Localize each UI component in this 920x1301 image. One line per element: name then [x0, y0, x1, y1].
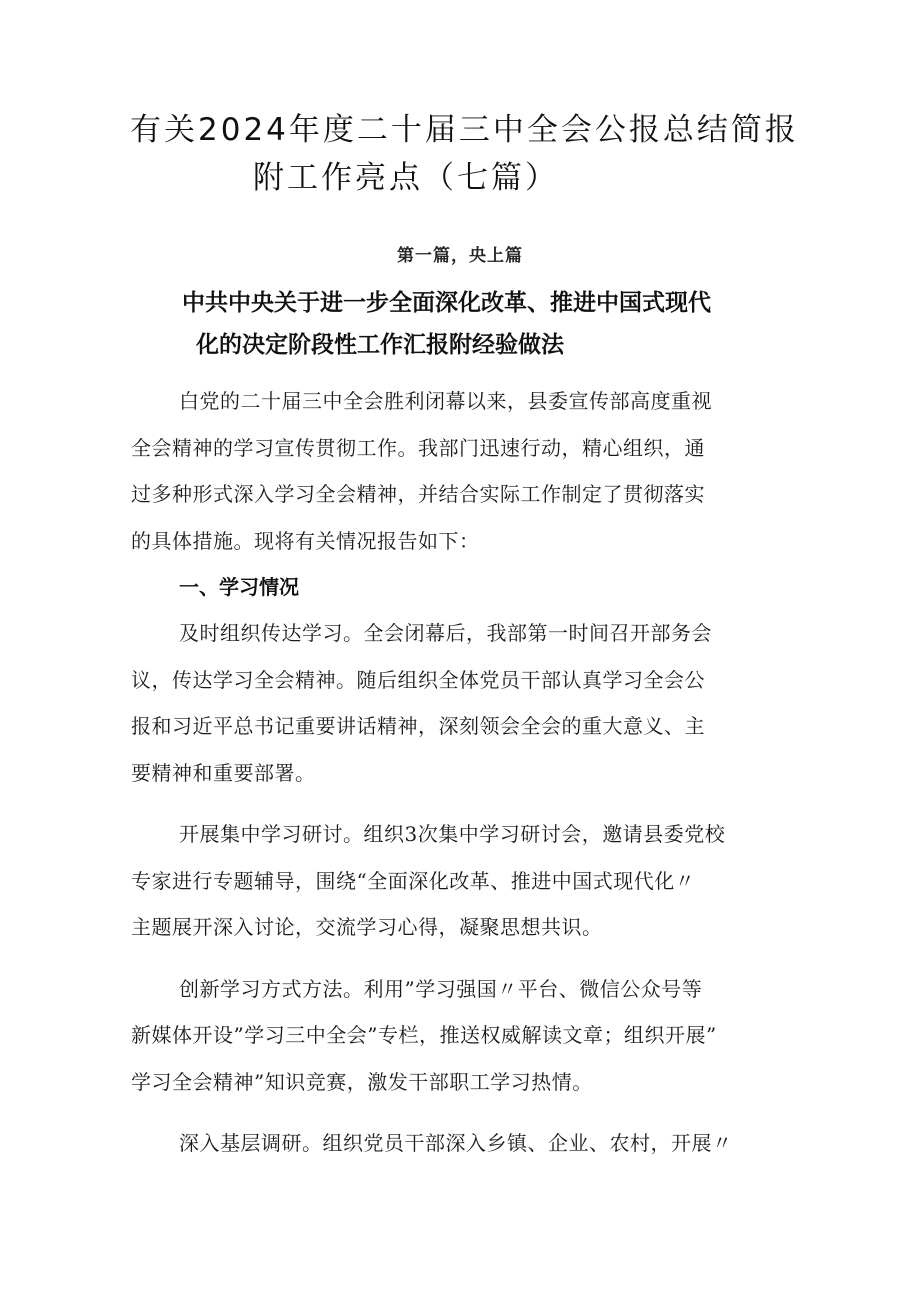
- subtitle-line-1: 中共中央关于进一步全面深化改革、推进中国式现代: [182, 290, 711, 316]
- section-label: 第一篇，央上篇: [397, 246, 523, 266]
- paragraph-line: 报和习近平总书记重要讲话精神，深刻领会全会的重大意义、主: [131, 714, 705, 738]
- paragraph-line: 学习全会精神”知识竞赛，激发干部职工学习热情。: [131, 1069, 593, 1094]
- subtitle-line-2: 化的决定阶段性工作汇报附经验做法: [196, 332, 564, 358]
- paragraph-line: 专家进行专题辅导，围绕“全面深化改革、推进中国式现代化〃: [131, 868, 696, 893]
- paragraph-line: 议，传达学习全会精神。随后组织全体党员干部认真学习全会公: [131, 667, 705, 692]
- article-subtitle: [182, 282, 802, 366]
- paragraph-line: 过多种形式深入学习全会精神，并结合实际工作制定了贯彻落实: [131, 482, 705, 506]
- title-line-2: 附工作亮点（七篇）: [253, 160, 559, 196]
- paragraph-line: 主题展开深入讨论，交流学习心得，凝聚思想共识。: [131, 915, 603, 939]
- paragraph-3: [131, 966, 791, 1106]
- document-title: [130, 106, 799, 202]
- paragraph-line: 创新学习方式方法。利用”学习强国〃平台、微信公众号等: [179, 976, 703, 1001]
- intro-paragraph: [131, 378, 791, 564]
- paragraph-line: 新媒体开设”学习三中全会”专栏，推送权威解读文章；组织开展”: [131, 1023, 717, 1047]
- paragraph-line: 白党的二十届三中全会胜利闭幕以来，县委宣传部高度重视: [179, 389, 712, 413]
- paragraph-2: [131, 811, 791, 951]
- paragraph-line: 全会精神的学习宣传贯彻工作。我部门迅速行动，精心组织，通: [131, 435, 705, 460]
- paragraph-line: 深入基层调研。组织党员干部深入乡镇、企业、农村，开展〃: [179, 1131, 733, 1155]
- paragraph-1: [131, 610, 791, 796]
- paragraph-4: [131, 1120, 791, 1167]
- paragraph-line: 的具体措施。现将有关情况报告如下：: [131, 528, 480, 553]
- paragraph-line: 开展集中学习研讨。组织3次集中学习研讨会，邀请县委党校: [179, 822, 726, 846]
- title-line-1: 有关2024年度二十届三中全会公报总结简报: [130, 112, 799, 148]
- paragraph-line: 要精神和重要部署。: [131, 760, 316, 785]
- body-text: [131, 378, 791, 1167]
- paragraph-line: 及时组织传达学习。全会闭幕后，我部第一时间召开部务会: [179, 621, 712, 645]
- section-heading-1: 一、学习情况: [179, 575, 299, 599]
